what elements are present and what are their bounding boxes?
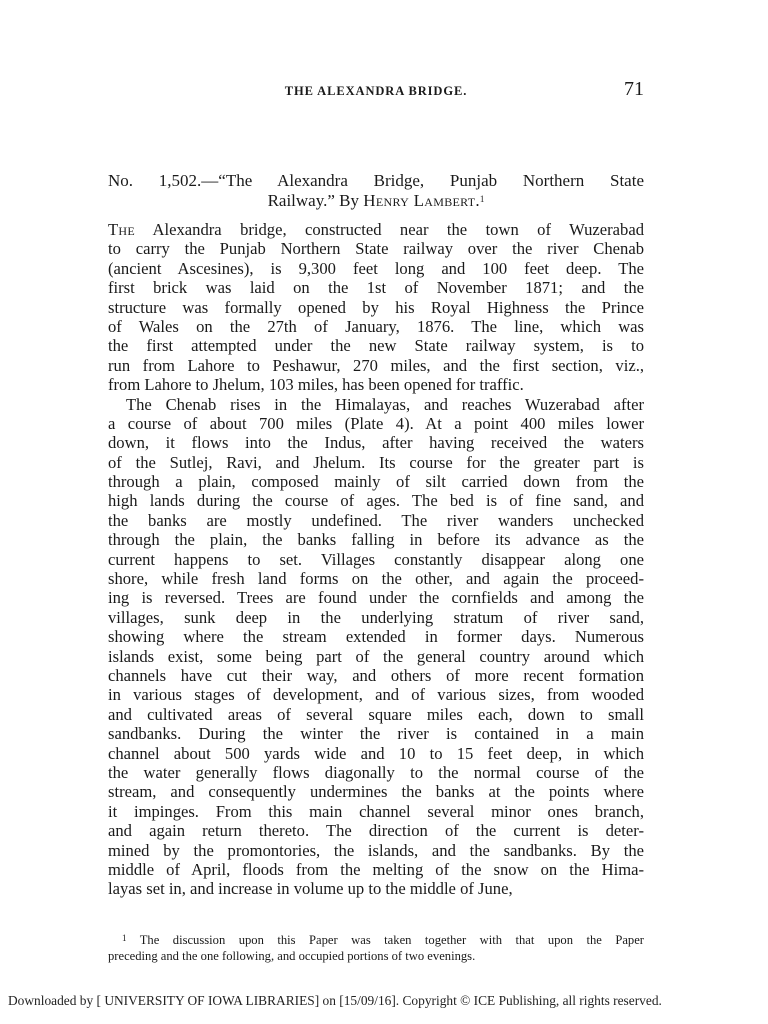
body-line: current happens to set. Villages constantly disappear along one <box>108 549 644 569</box>
footnote-text-1: The discussion upon this Paper was taken together with that upon the Paper <box>139 933 644 947</box>
body-line: The Chenab rises in the Himalayas, and reaches Wuzerabad after <box>126 394 644 414</box>
body-line: high lands during the course of ages. The bed is of fine sand, and <box>108 491 644 511</box>
body-line: it impinges. From this main channel several minor ones branch, <box>108 801 644 821</box>
body-line: the banks are mostly undefined. The river wanders unchecked <box>108 510 644 530</box>
body-line: ing is reversed. Trees are found under the cornfields and among the <box>108 588 644 608</box>
body-line: (ancient Ascesines), is 9,300 feet long and 100 feet deep. The <box>108 258 644 278</box>
footnote <box>108 932 644 964</box>
footnote-line2: preceding and the one following, and occupied portions of two evenings. <box>108 949 476 963</box>
body-line: layas set in, and increase in volume up to the middle of June, <box>108 879 513 899</box>
body-line: channel about 500 yards wide and 10 to 15 feet deep, in which <box>108 743 644 763</box>
body-line: a course of about 700 miles (Plate 4). At a point 400 miles lower <box>108 413 644 433</box>
body-line: the first attempted under the new State railway system, is to <box>108 336 644 356</box>
body-line: showing where the stream extended in former days. Numerous <box>108 627 644 647</box>
body-line: sandbanks. During the winter the river is contained in a main <box>108 724 644 744</box>
opening-word: The <box>108 220 136 239</box>
author-name: Henry Lambert. <box>363 191 480 210</box>
article-body <box>108 220 644 899</box>
body-line: through the plain, the banks falling in before its advance as the <box>108 530 644 550</box>
footnote-marker: 1 <box>122 933 127 943</box>
body-line: The Alexandra bridge, constructed near the town of Wuzerabad <box>108 220 644 239</box>
body-line: channels have cut their way, and others of more recent formation <box>108 665 644 685</box>
article-heading <box>108 171 644 211</box>
running-title: THE ALEXANDRA BRIDGE. <box>284 84 468 98</box>
body-line: through a plain, composed mainly of silt carried down from the <box>108 472 644 492</box>
body-line: of Wales on the 27th of January, 1876. The line, which was <box>108 316 644 336</box>
footnote-line1 <box>108 932 644 948</box>
body-line: structure was formally opened by his Royal Highness the Prince <box>108 297 644 317</box>
body-line: down, it flows into the Indus, after having received the waters <box>108 433 644 453</box>
body-line: from Lahore to Jhelum, 103 miles, has been opened for traffic. <box>108 375 524 395</box>
footnote-reference: 1 <box>479 194 485 204</box>
body-line: of the Sutlej, Ravi, and Jhelum. Its course for the greater part is <box>108 452 644 472</box>
body-line: the water generally flows diagonally to the normal course of the <box>108 762 644 782</box>
body-line: first brick was laid on the 1st of November 1871; and the <box>108 278 644 298</box>
body-line: shore, while fresh land forms on the other, and again the proceed- <box>108 569 644 589</box>
body-line: and cultivated areas of several square miles each, down to small <box>108 704 644 724</box>
download-notice: Downloaded by [ UNIVERSITY OF IOWA LIBRARIES] on [15/09/16]. Copyright © ICE Publishing, all rights reserved. <box>8 993 662 1008</box>
body-line: islands exist, some being part of the general country around which <box>108 646 644 666</box>
body-line: villages, sunk deep in the underlying stratum of river sand, <box>108 607 644 627</box>
article-heading-line1: No. 1,502.—“The Alexandra Bridge, Punjab Northern State <box>108 171 644 190</box>
body-line: middle of April, floods from the melting of the snow on the Hima- <box>108 859 644 879</box>
article-title-end: Railway.” By <box>267 191 360 210</box>
running-header <box>108 78 644 102</box>
article-heading-line2 <box>108 191 644 211</box>
body-line: mined by the promontories, the islands, and the sandbanks. By the <box>108 840 644 860</box>
body-line: and again return thereto. The direction of the current is deter- <box>108 821 644 841</box>
body-line: run from Lahore to Peshawur, 270 miles, and the first section, viz., <box>108 355 644 375</box>
page-number: 71 <box>624 78 644 100</box>
body-line: stream, and consequently undermines the banks at the points where <box>108 782 644 802</box>
body-line: to carry the Punjab Northern State railway over the river Chenab <box>108 239 644 259</box>
body-line: in various stages of development, and of various sizes, from wooded <box>108 685 644 705</box>
